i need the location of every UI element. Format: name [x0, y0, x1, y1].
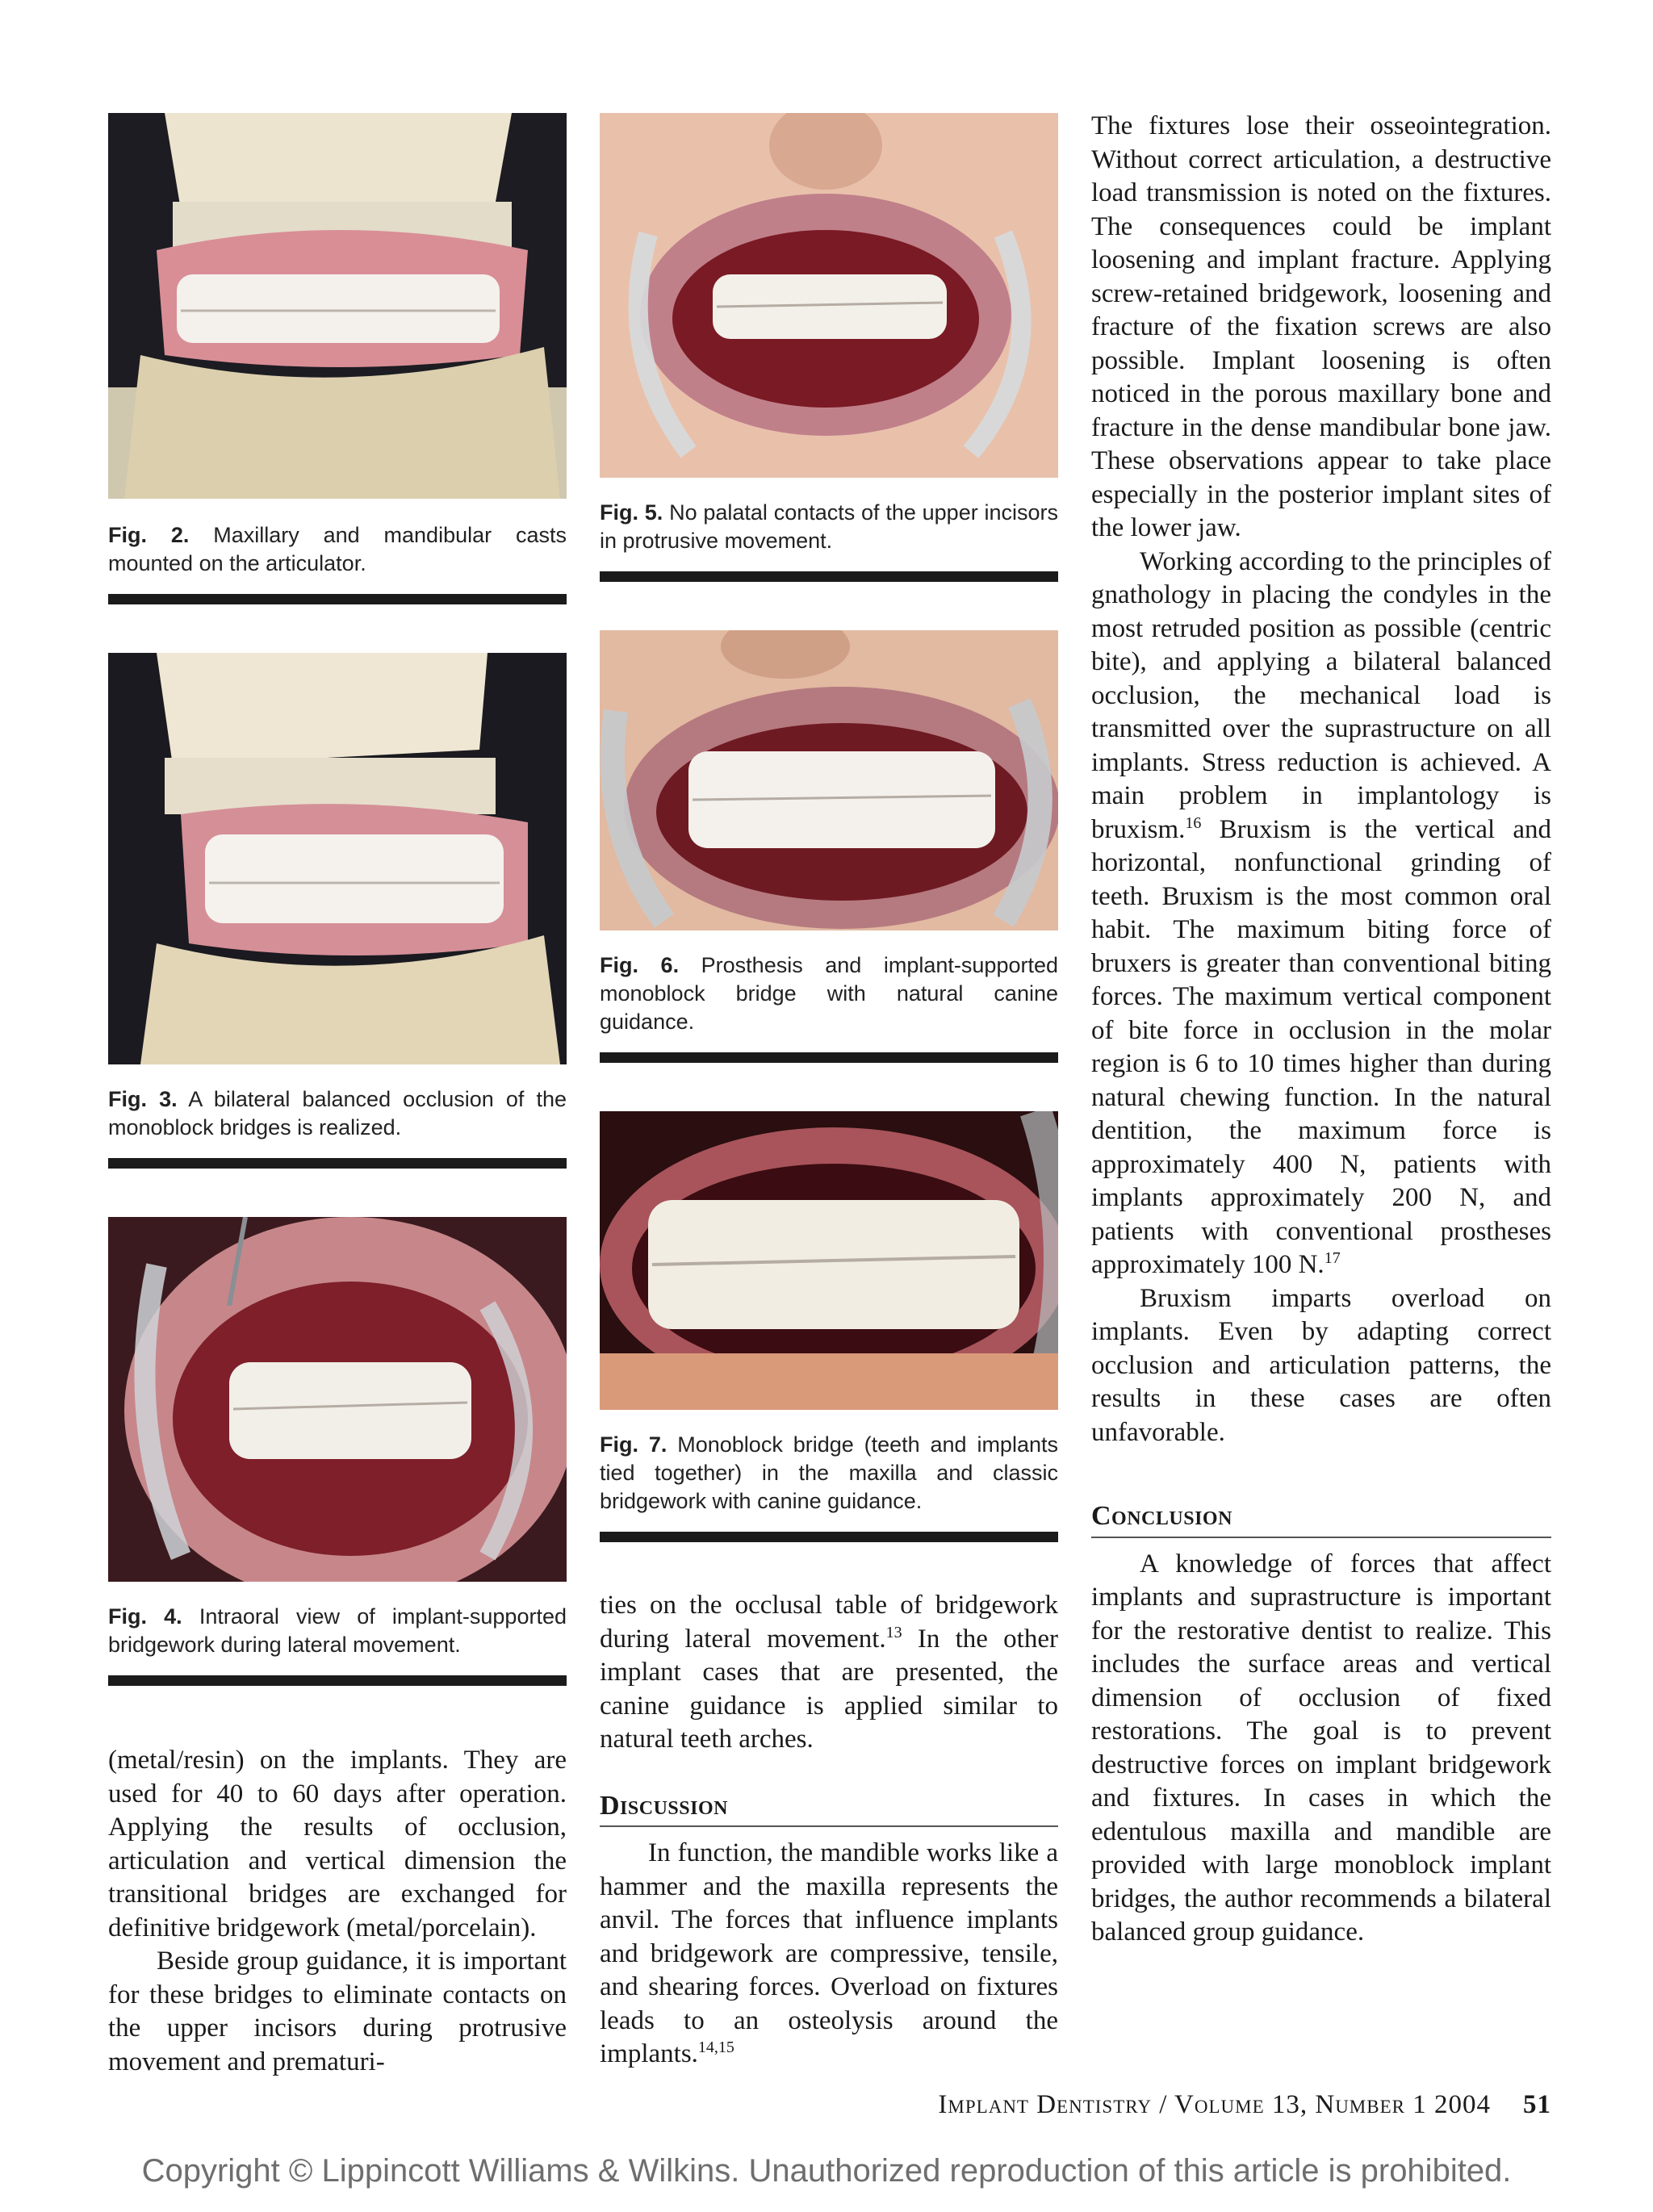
journal-citation: Implant Dentistry / Volume 13, Number 1 2004: [938, 2090, 1491, 2119]
fig7-text: Monoblock bridge (teeth and implants tied together) in the maxilla and classic bridgework with canine guidance.: [600, 1432, 1058, 1513]
col3-paragraph-1: The fixtures lose their osseointegration. Without correct articulation, a destructive load transmission is noted on the fixtures. The consequences could be implant loosening and implant fracture. Applying screw-retained bridgework, loosening and fracture of the fixation screws are also possible. Implant loosening is often noticed in the porous maxillary bone and fracture in the dense mandibular bone jaw. These observations appear to take place especially in the posterior implant sites of the lower jaw.: [1091, 111, 1551, 542]
col2-paragraph-2: [600, 1837, 1058, 2072]
col1-paragraph-2: Beside group guidance, it is important for these bridges to eliminate contacts on the upper incisors during protrusive movement and prematuri-: [108, 1946, 567, 2076]
col1-paragraph-1: (metal/resin) on the implants. They are used for 40 to 60 days after operation. Applying the results of occlusion, articulation and vertical dimension the transitional bridges are exchanged for definitive bridgework (metal/porcelain).: [108, 1746, 567, 1942]
column-middle: [600, 113, 1058, 2072]
col3-body: [1091, 110, 1551, 1950]
fig6-photo: [600, 630, 1058, 930]
fig6-label: Fig. 6.: [600, 953, 680, 977]
col3-p2-text-a: Working according to the principles of gnathology in placing the condyles in the most retruded position as possible (centric bite), and applying a bilateral balanced occlusion, the mechanical load is transmitted over the suprastructure on all implants. Stress reduction is achieved. A main problem in implantology is bruxism.: [1091, 546, 1551, 844]
col3-paragraph-4: A knowledge of forces that affect implants and suprastructure is important for the restorative dentist to realize. This includes the surface areas and vertical dimension of occlusion of fixed restorations. The goal is to prevent destructive forces on implant bridgework and fixtures. In cases in which the edentulous maxilla and mandible are provided with large monoblock implant bridges, the author recommends a bilateral balanced group guidance.: [1091, 1549, 1551, 1946]
fig4-label: Fig. 4.: [108, 1604, 182, 1629]
fig4-photo: [108, 1217, 567, 1582]
running-footer: [791, 2090, 1551, 2120]
col1-body: [108, 1744, 567, 2079]
fig7-photo: [600, 1111, 1058, 1410]
fig3-text: A bilateral balanced occlusion of the monoblock bridges is realized.: [108, 1087, 567, 1139]
ref-16: 16: [1185, 813, 1202, 832]
conclusion-heading: Conclusion: [1091, 1499, 1551, 1538]
fig6-text: Prosthesis and implant-supported monoblock bridge with natural canine guidance.: [600, 953, 1058, 1034]
fig3-rule: [108, 1158, 567, 1169]
fig6-caption: [600, 951, 1058, 1036]
col2-p2-text: In function, the mandible works like a hammer and the maxilla represents the anvil. The forces that influence implants and bridgework are compressive, tensile, and shearing forces. Overload on fixtures leads to an osteolysis around the implants.: [600, 1838, 1058, 2068]
page-number: 51: [1523, 2090, 1551, 2119]
fig5-rule: [600, 571, 1058, 582]
discussion-heading: Discussion: [600, 1789, 1058, 1828]
fig5-caption: [600, 499, 1058, 555]
fig2-caption: [108, 521, 567, 578]
col3-p2-text-b: Bruxism is the vertical and horizontal, nonfunctional grinding of teeth. Bruxism is the most common oral habit. The maximum biting force of bruxers is greater than conventional biting forces. The maximum vertical component of bite force in occlusion in the molar region is 6 to 10 times higher than during natural chewing function. In the natural dentition, the maximum force is approximately 400 N, patients with implants approximately 200 N, and patients with conventional prostheses approximately 100 N.: [1091, 814, 1551, 1279]
column-left: [108, 113, 567, 2079]
col2-body: [600, 1589, 1058, 2072]
fig2-photo: [108, 113, 567, 499]
fig4-caption: [108, 1603, 567, 1659]
column-right: [1091, 110, 1551, 1950]
col2-p1-text-b: In the other implant cases that are presented, the canine guidance is applied similar to natural teeth arches.: [600, 1624, 1058, 1754]
fig2-rule: [108, 594, 567, 604]
col3-paragraph-3: Bruxism imparts overload on implants. Even by adapting correct occlusion and articulation patterns, the results in these cases are often unfavorable.: [1091, 1283, 1551, 1447]
fig7-caption: [600, 1431, 1058, 1516]
col2-p1-text-a: ties on the occlusal table of bridgework during lateral movement.: [600, 1591, 1058, 1654]
fig4-text: Intraoral view of implant-supported bridgework during lateral movement.: [108, 1604, 567, 1657]
fig3-photo: [108, 653, 567, 1064]
copyright-notice: Copyright © Lippincott Williams & Wilkins. Unauthorized reproduction of this article is prohibited.: [141, 2153, 1512, 2189]
fig7-rule: [600, 1532, 1058, 1542]
fig7-label: Fig. 7.: [600, 1432, 667, 1457]
fig5-photo: [600, 113, 1058, 478]
ref-13: 13: [885, 1623, 902, 1641]
ref-14-15: 14,15: [697, 2038, 734, 2056]
fig3-label: Fig. 3.: [108, 1087, 178, 1111]
fig5-text: No palatal contacts of the upper incisors in protrusive movement.: [600, 500, 1058, 553]
ref-17: 17: [1324, 1249, 1341, 1267]
col2-paragraph-1: [600, 1589, 1058, 1757]
fig6-rule: [600, 1052, 1058, 1063]
fig5-label: Fig. 5.: [600, 500, 663, 525]
fig2-label: Fig. 2.: [108, 523, 190, 547]
fig4-rule: [108, 1675, 567, 1686]
fig2-text: Maxillary and mandibular casts mounted on the articulator.: [108, 523, 567, 575]
fig3-caption: [108, 1085, 567, 1142]
col3-paragraph-2: [1091, 546, 1551, 1282]
